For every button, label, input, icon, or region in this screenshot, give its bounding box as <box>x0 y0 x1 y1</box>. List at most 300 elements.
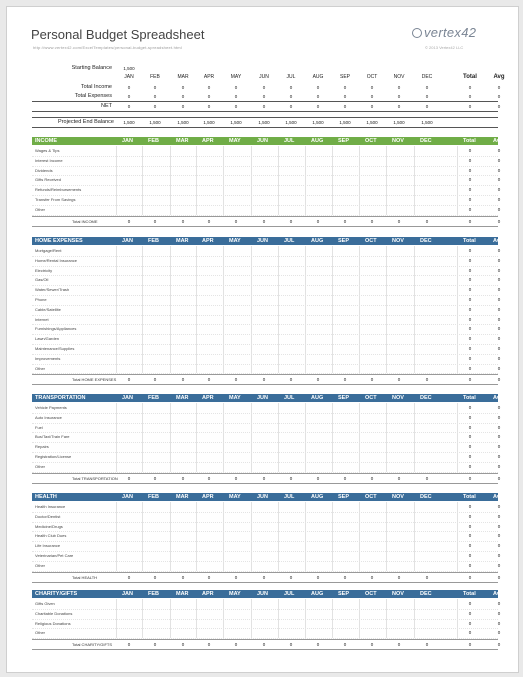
line-item-input-cell[interactable] <box>335 551 355 561</box>
line-item-input-cell[interactable] <box>389 324 409 334</box>
line-item-input-cell[interactable] <box>308 146 328 156</box>
line-item-input-cell[interactable] <box>281 256 301 266</box>
line-item-input-cell[interactable] <box>362 628 382 638</box>
line-item-input-cell[interactable] <box>119 364 139 374</box>
line-item-input-cell[interactable] <box>145 256 165 266</box>
starting-balance-value[interactable]: 1,500 <box>123 66 135 71</box>
line-item-input-cell[interactable] <box>199 146 219 156</box>
line-item-input-cell[interactable] <box>173 185 193 195</box>
line-item-input-cell[interactable] <box>389 462 409 472</box>
line-item-input-cell[interactable] <box>417 315 437 325</box>
line-item-input-cell[interactable] <box>389 599 409 609</box>
line-item-input-cell[interactable] <box>119 295 139 305</box>
line-item-input-cell[interactable] <box>199 256 219 266</box>
line-item-input-cell[interactable] <box>417 561 437 571</box>
line-item-input-cell[interactable] <box>335 442 355 452</box>
line-item-input-cell[interactable] <box>199 619 219 629</box>
line-item-input-cell[interactable] <box>119 541 139 551</box>
line-item-input-cell[interactable] <box>145 628 165 638</box>
line-item-input-cell[interactable] <box>145 266 165 276</box>
line-item-input-cell[interactable] <box>145 354 165 364</box>
line-item-input-cell[interactable] <box>145 531 165 541</box>
line-item-input-cell[interactable] <box>226 364 246 374</box>
line-item-input-cell[interactable] <box>119 246 139 256</box>
line-item-input-cell[interactable] <box>254 541 274 551</box>
line-item-input-cell[interactable] <box>389 295 409 305</box>
line-item-input-cell[interactable] <box>119 522 139 532</box>
line-item-input-cell[interactable] <box>199 609 219 619</box>
line-item-input-cell[interactable] <box>335 246 355 256</box>
line-item-input-cell[interactable] <box>335 452 355 462</box>
line-item-input-cell[interactable] <box>226 531 246 541</box>
line-item-input-cell[interactable] <box>173 315 193 325</box>
line-item-input-cell[interactable] <box>417 541 437 551</box>
line-item-input-cell[interactable] <box>145 551 165 561</box>
line-item-input-cell[interactable] <box>389 403 409 413</box>
line-item-input-cell[interactable] <box>362 175 382 185</box>
line-item-input-cell[interactable] <box>173 462 193 472</box>
line-item-input-cell[interactable] <box>417 609 437 619</box>
line-item-input-cell[interactable] <box>308 344 328 354</box>
line-item-input-cell[interactable] <box>281 146 301 156</box>
line-item-input-cell[interactable] <box>389 146 409 156</box>
line-item-input-cell[interactable] <box>389 423 409 433</box>
line-item-input-cell[interactable] <box>362 502 382 512</box>
line-item-input-cell[interactable] <box>254 522 274 532</box>
line-item-input-cell[interactable] <box>281 541 301 551</box>
line-item-input-cell[interactable] <box>362 551 382 561</box>
line-item-input-cell[interactable] <box>308 432 328 442</box>
line-item-input-cell[interactable] <box>281 452 301 462</box>
line-item-input-cell[interactable] <box>308 195 328 205</box>
line-item-input-cell[interactable] <box>335 166 355 176</box>
line-item-input-cell[interactable] <box>281 295 301 305</box>
line-item-input-cell[interactable] <box>119 599 139 609</box>
line-item-input-cell[interactable] <box>362 195 382 205</box>
line-item-input-cell[interactable] <box>362 324 382 334</box>
line-item-input-cell[interactable] <box>335 541 355 551</box>
line-item-input-cell[interactable] <box>145 324 165 334</box>
line-item-input-cell[interactable] <box>119 275 139 285</box>
line-item-input-cell[interactable] <box>254 324 274 334</box>
line-item-input-cell[interactable] <box>417 256 437 266</box>
line-item-input-cell[interactable] <box>335 628 355 638</box>
line-item-input-cell[interactable] <box>417 354 437 364</box>
line-item-input-cell[interactable] <box>254 442 274 452</box>
line-item-input-cell[interactable] <box>254 285 274 295</box>
line-item-input-cell[interactable] <box>173 166 193 176</box>
line-item-input-cell[interactable] <box>281 285 301 295</box>
line-item-input-cell[interactable] <box>362 432 382 442</box>
line-item-input-cell[interactable] <box>362 166 382 176</box>
line-item-input-cell[interactable] <box>308 413 328 423</box>
line-item-input-cell[interactable] <box>226 512 246 522</box>
line-item-input-cell[interactable] <box>119 334 139 344</box>
line-item-input-cell[interactable] <box>119 324 139 334</box>
line-item-input-cell[interactable] <box>417 156 437 166</box>
line-item-input-cell[interactable] <box>281 403 301 413</box>
line-item-input-cell[interactable] <box>145 609 165 619</box>
line-item-input-cell[interactable] <box>362 403 382 413</box>
line-item-input-cell[interactable] <box>335 266 355 276</box>
line-item-input-cell[interactable] <box>308 354 328 364</box>
line-item-input-cell[interactable] <box>226 609 246 619</box>
line-item-input-cell[interactable] <box>389 502 409 512</box>
line-item-input-cell[interactable] <box>281 195 301 205</box>
line-item-input-cell[interactable] <box>145 502 165 512</box>
line-item-input-cell[interactable] <box>335 275 355 285</box>
line-item-input-cell[interactable] <box>119 423 139 433</box>
line-item-input-cell[interactable] <box>335 285 355 295</box>
line-item-input-cell[interactable] <box>254 185 274 195</box>
line-item-input-cell[interactable] <box>417 275 437 285</box>
line-item-input-cell[interactable] <box>335 344 355 354</box>
line-item-input-cell[interactable] <box>281 442 301 452</box>
line-item-input-cell[interactable] <box>362 462 382 472</box>
line-item-input-cell[interactable] <box>417 205 437 215</box>
line-item-input-cell[interactable] <box>226 619 246 629</box>
line-item-input-cell[interactable] <box>119 432 139 442</box>
line-item-input-cell[interactable] <box>173 452 193 462</box>
line-item-input-cell[interactable] <box>335 432 355 442</box>
line-item-input-cell[interactable] <box>335 413 355 423</box>
line-item-input-cell[interactable] <box>226 442 246 452</box>
line-item-input-cell[interactable] <box>281 166 301 176</box>
line-item-input-cell[interactable] <box>199 423 219 433</box>
line-item-input-cell[interactable] <box>362 305 382 315</box>
line-item-input-cell[interactable] <box>254 354 274 364</box>
line-item-input-cell[interactable] <box>308 462 328 472</box>
line-item-input-cell[interactable] <box>254 315 274 325</box>
line-item-input-cell[interactable] <box>226 195 246 205</box>
line-item-input-cell[interactable] <box>308 628 328 638</box>
line-item-input-cell[interactable] <box>199 522 219 532</box>
line-item-input-cell[interactable] <box>308 609 328 619</box>
line-item-input-cell[interactable] <box>362 599 382 609</box>
line-item-input-cell[interactable] <box>308 305 328 315</box>
line-item-input-cell[interactable] <box>173 344 193 354</box>
line-item-input-cell[interactable] <box>173 285 193 295</box>
line-item-input-cell[interactable] <box>199 305 219 315</box>
line-item-input-cell[interactable] <box>281 175 301 185</box>
line-item-input-cell[interactable] <box>199 628 219 638</box>
line-item-input-cell[interactable] <box>335 609 355 619</box>
line-item-input-cell[interactable] <box>173 442 193 452</box>
line-item-input-cell[interactable] <box>145 156 165 166</box>
line-item-input-cell[interactable] <box>335 334 355 344</box>
line-item-input-cell[interactable] <box>199 185 219 195</box>
line-item-input-cell[interactable] <box>308 256 328 266</box>
line-item-input-cell[interactable] <box>226 334 246 344</box>
line-item-input-cell[interactable] <box>417 285 437 295</box>
line-item-input-cell[interactable] <box>173 522 193 532</box>
line-item-input-cell[interactable] <box>173 551 193 561</box>
line-item-input-cell[interactable] <box>362 512 382 522</box>
line-item-input-cell[interactable] <box>417 364 437 374</box>
line-item-input-cell[interactable] <box>254 403 274 413</box>
line-item-input-cell[interactable] <box>362 146 382 156</box>
line-item-input-cell[interactable] <box>145 175 165 185</box>
line-item-input-cell[interactable] <box>417 344 437 354</box>
line-item-input-cell[interactable] <box>281 432 301 442</box>
line-item-input-cell[interactable] <box>226 599 246 609</box>
line-item-input-cell[interactable] <box>417 452 437 462</box>
line-item-input-cell[interactable] <box>145 205 165 215</box>
line-item-input-cell[interactable] <box>362 256 382 266</box>
line-item-input-cell[interactable] <box>389 364 409 374</box>
line-item-input-cell[interactable] <box>199 156 219 166</box>
line-item-input-cell[interactable] <box>173 305 193 315</box>
line-item-input-cell[interactable] <box>254 609 274 619</box>
line-item-input-cell[interactable] <box>173 432 193 442</box>
line-item-input-cell[interactable] <box>281 551 301 561</box>
line-item-input-cell[interactable] <box>281 334 301 344</box>
line-item-input-cell[interactable] <box>119 531 139 541</box>
line-item-input-cell[interactable] <box>254 166 274 176</box>
line-item-input-cell[interactable] <box>362 531 382 541</box>
line-item-input-cell[interactable] <box>254 512 274 522</box>
line-item-input-cell[interactable] <box>389 185 409 195</box>
line-item-input-cell[interactable] <box>335 305 355 315</box>
line-item-input-cell[interactable] <box>226 432 246 442</box>
line-item-input-cell[interactable] <box>362 266 382 276</box>
line-item-input-cell[interactable] <box>199 175 219 185</box>
line-item-input-cell[interactable] <box>199 166 219 176</box>
line-item-input-cell[interactable] <box>199 462 219 472</box>
line-item-input-cell[interactable] <box>199 531 219 541</box>
line-item-input-cell[interactable] <box>173 354 193 364</box>
line-item-input-cell[interactable] <box>417 619 437 629</box>
line-item-input-cell[interactable] <box>254 452 274 462</box>
line-item-input-cell[interactable] <box>417 432 437 442</box>
line-item-input-cell[interactable] <box>145 452 165 462</box>
line-item-input-cell[interactable] <box>173 195 193 205</box>
line-item-input-cell[interactable] <box>389 452 409 462</box>
line-item-input-cell[interactable] <box>173 541 193 551</box>
line-item-input-cell[interactable] <box>281 156 301 166</box>
line-item-input-cell[interactable] <box>145 146 165 156</box>
line-item-input-cell[interactable] <box>145 541 165 551</box>
line-item-input-cell[interactable] <box>281 205 301 215</box>
line-item-input-cell[interactable] <box>226 275 246 285</box>
line-item-input-cell[interactable] <box>119 315 139 325</box>
line-item-input-cell[interactable] <box>254 502 274 512</box>
line-item-input-cell[interactable] <box>173 324 193 334</box>
line-item-input-cell[interactable] <box>417 266 437 276</box>
line-item-input-cell[interactable] <box>362 205 382 215</box>
line-item-input-cell[interactable] <box>308 541 328 551</box>
line-item-input-cell[interactable] <box>145 195 165 205</box>
line-item-input-cell[interactable] <box>308 531 328 541</box>
line-item-input-cell[interactable] <box>308 403 328 413</box>
line-item-input-cell[interactable] <box>335 175 355 185</box>
line-item-input-cell[interactable] <box>281 275 301 285</box>
line-item-input-cell[interactable] <box>254 364 274 374</box>
line-item-input-cell[interactable] <box>254 146 274 156</box>
line-item-input-cell[interactable] <box>199 246 219 256</box>
line-item-input-cell[interactable] <box>119 452 139 462</box>
line-item-input-cell[interactable] <box>254 599 274 609</box>
line-item-input-cell[interactable] <box>308 185 328 195</box>
line-item-input-cell[interactable] <box>173 334 193 344</box>
line-item-input-cell[interactable] <box>226 502 246 512</box>
line-item-input-cell[interactable] <box>119 344 139 354</box>
line-item-input-cell[interactable] <box>173 364 193 374</box>
line-item-input-cell[interactable] <box>281 423 301 433</box>
line-item-input-cell[interactable] <box>362 285 382 295</box>
line-item-input-cell[interactable] <box>281 561 301 571</box>
line-item-input-cell[interactable] <box>389 175 409 185</box>
line-item-input-cell[interactable] <box>389 413 409 423</box>
line-item-input-cell[interactable] <box>417 502 437 512</box>
line-item-input-cell[interactable] <box>281 324 301 334</box>
line-item-input-cell[interactable] <box>281 531 301 541</box>
line-item-input-cell[interactable] <box>254 156 274 166</box>
line-item-input-cell[interactable] <box>226 551 246 561</box>
line-item-input-cell[interactable] <box>226 423 246 433</box>
line-item-input-cell[interactable] <box>389 512 409 522</box>
line-item-input-cell[interactable] <box>173 256 193 266</box>
line-item-input-cell[interactable] <box>335 146 355 156</box>
line-item-input-cell[interactable] <box>199 324 219 334</box>
line-item-input-cell[interactable] <box>308 512 328 522</box>
line-item-input-cell[interactable] <box>254 619 274 629</box>
line-item-input-cell[interactable] <box>335 256 355 266</box>
line-item-input-cell[interactable] <box>254 246 274 256</box>
line-item-input-cell[interactable] <box>389 432 409 442</box>
line-item-input-cell[interactable] <box>335 295 355 305</box>
line-item-input-cell[interactable] <box>417 195 437 205</box>
line-item-input-cell[interactable] <box>308 502 328 512</box>
line-item-input-cell[interactable] <box>173 175 193 185</box>
line-item-input-cell[interactable] <box>173 156 193 166</box>
line-item-input-cell[interactable] <box>417 185 437 195</box>
line-item-input-cell[interactable] <box>119 146 139 156</box>
line-item-input-cell[interactable] <box>335 599 355 609</box>
line-item-input-cell[interactable] <box>308 246 328 256</box>
line-item-input-cell[interactable] <box>308 364 328 374</box>
line-item-input-cell[interactable] <box>308 266 328 276</box>
line-item-input-cell[interactable] <box>281 599 301 609</box>
line-item-input-cell[interactable] <box>281 266 301 276</box>
line-item-input-cell[interactable] <box>389 275 409 285</box>
line-item-input-cell[interactable] <box>362 185 382 195</box>
line-item-input-cell[interactable] <box>389 205 409 215</box>
line-item-input-cell[interactable] <box>335 205 355 215</box>
line-item-input-cell[interactable] <box>145 522 165 532</box>
line-item-input-cell[interactable] <box>199 502 219 512</box>
line-item-input-cell[interactable] <box>389 551 409 561</box>
line-item-input-cell[interactable] <box>226 266 246 276</box>
line-item-input-cell[interactable] <box>335 195 355 205</box>
line-item-input-cell[interactable] <box>173 619 193 629</box>
line-item-input-cell[interactable] <box>226 305 246 315</box>
line-item-input-cell[interactable] <box>119 561 139 571</box>
line-item-input-cell[interactable] <box>119 256 139 266</box>
line-item-input-cell[interactable] <box>119 166 139 176</box>
line-item-input-cell[interactable] <box>119 195 139 205</box>
line-item-input-cell[interactable] <box>308 156 328 166</box>
line-item-input-cell[interactable] <box>119 305 139 315</box>
line-item-input-cell[interactable] <box>281 315 301 325</box>
line-item-input-cell[interactable] <box>119 628 139 638</box>
line-item-input-cell[interactable] <box>226 175 246 185</box>
line-item-input-cell[interactable] <box>362 295 382 305</box>
line-item-input-cell[interactable] <box>119 175 139 185</box>
line-item-input-cell[interactable] <box>119 442 139 452</box>
line-item-input-cell[interactable] <box>145 344 165 354</box>
line-item-input-cell[interactable] <box>119 502 139 512</box>
line-item-input-cell[interactable] <box>226 561 246 571</box>
line-item-input-cell[interactable] <box>281 522 301 532</box>
line-item-input-cell[interactable] <box>308 561 328 571</box>
line-item-input-cell[interactable] <box>335 522 355 532</box>
line-item-input-cell[interactable] <box>362 609 382 619</box>
line-item-input-cell[interactable] <box>199 551 219 561</box>
line-item-input-cell[interactable] <box>254 305 274 315</box>
line-item-input-cell[interactable] <box>417 423 437 433</box>
line-item-input-cell[interactable] <box>281 502 301 512</box>
line-item-input-cell[interactable] <box>254 266 274 276</box>
line-item-input-cell[interactable] <box>173 295 193 305</box>
line-item-input-cell[interactable] <box>308 315 328 325</box>
line-item-input-cell[interactable] <box>226 166 246 176</box>
line-item-input-cell[interactable] <box>145 364 165 374</box>
line-item-input-cell[interactable] <box>119 512 139 522</box>
line-item-input-cell[interactable] <box>173 609 193 619</box>
line-item-input-cell[interactable] <box>362 156 382 166</box>
line-item-input-cell[interactable] <box>254 256 274 266</box>
line-item-input-cell[interactable] <box>362 619 382 629</box>
line-item-input-cell[interactable] <box>226 344 246 354</box>
line-item-input-cell[interactable] <box>173 403 193 413</box>
line-item-input-cell[interactable] <box>308 551 328 561</box>
line-item-input-cell[interactable] <box>254 195 274 205</box>
line-item-input-cell[interactable] <box>145 512 165 522</box>
line-item-input-cell[interactable] <box>417 334 437 344</box>
line-item-input-cell[interactable] <box>145 561 165 571</box>
line-item-input-cell[interactable] <box>199 285 219 295</box>
line-item-input-cell[interactable] <box>173 423 193 433</box>
line-item-input-cell[interactable] <box>199 452 219 462</box>
line-item-input-cell[interactable] <box>119 185 139 195</box>
line-item-input-cell[interactable] <box>417 551 437 561</box>
line-item-input-cell[interactable] <box>389 628 409 638</box>
line-item-input-cell[interactable] <box>199 354 219 364</box>
line-item-input-cell[interactable] <box>281 413 301 423</box>
line-item-input-cell[interactable] <box>417 246 437 256</box>
line-item-input-cell[interactable] <box>145 295 165 305</box>
line-item-input-cell[interactable] <box>389 256 409 266</box>
line-item-input-cell[interactable] <box>389 285 409 295</box>
line-item-input-cell[interactable] <box>119 156 139 166</box>
line-item-input-cell[interactable] <box>417 324 437 334</box>
line-item-input-cell[interactable] <box>281 619 301 629</box>
line-item-input-cell[interactable] <box>308 452 328 462</box>
line-item-input-cell[interactable] <box>119 462 139 472</box>
line-item-input-cell[interactable] <box>145 423 165 433</box>
line-item-input-cell[interactable] <box>226 156 246 166</box>
line-item-input-cell[interactable] <box>145 275 165 285</box>
line-item-input-cell[interactable] <box>254 551 274 561</box>
line-item-input-cell[interactable] <box>281 185 301 195</box>
line-item-input-cell[interactable] <box>226 205 246 215</box>
line-item-input-cell[interactable] <box>281 628 301 638</box>
line-item-input-cell[interactable] <box>119 551 139 561</box>
line-item-input-cell[interactable] <box>145 166 165 176</box>
line-item-input-cell[interactable] <box>254 628 274 638</box>
line-item-input-cell[interactable] <box>199 195 219 205</box>
